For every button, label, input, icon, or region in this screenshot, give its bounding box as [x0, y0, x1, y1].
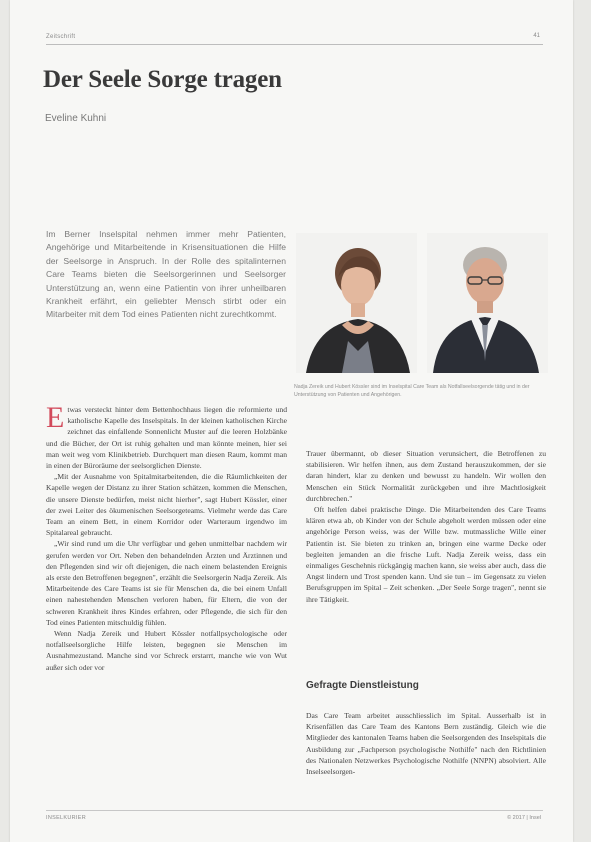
body-paragraph: „Wir sind rund um die Uhr verfügbar und gehen unmittelbar nachdem wir gerufen werden vor Ort. Neben den behandelnden Ärzten und Ärztinnen und den Pflegenden sind wir oft diejenigen, die nach einem belastenden Ereignis als erste den Betroffenen begegnen", erzählt die Seelsorgerin Nadja Zereik. Als Mitarbeitende des Care Teams ist sie für Menschen da, die bei einem Unfall einen nahestehenden Menschen verloren haben, für Eltern, die von der schweren Krankheit ihres Kindes erfahren, oder Pflegende, die sich für den Tod eines Patienten mitschuldig fühlen. [46, 539, 287, 627]
article-title: Der Seele Sorge tragen [43, 66, 282, 93]
footer-rule [46, 810, 543, 811]
section-subhead: Gefragte Dienstleistung [306, 680, 419, 691]
portrait-woman-image [296, 233, 417, 373]
magazine-page [10, 0, 573, 842]
photo-caption: Nadja Zereik und Hubert Kössler sind im Inselspital Care Team als Notfallseelsorgende tätig und in der Unterstützung von Patienten und Angehörigen. [294, 384, 530, 398]
portrait-man-image [427, 233, 548, 373]
footer-copyright: © 2017 | Insel [507, 815, 541, 821]
dropcap: E [46, 401, 65, 434]
photo-row [296, 233, 548, 373]
body-column-2-bottom [306, 710, 546, 777]
header-rule [46, 44, 543, 45]
header-page-number: 41 [533, 33, 540, 39]
body-paragraph: Trauer übermannt, ob dieser Situation verunsichert, die Betroffenen zu stabilisieren. Wir helfen ihnen, aus dem Zustand herauszukommen, der sie daran hindert, klar zu denken und bewusst zu handeln. Wir wollen den Menschen ein Stück Normalität zurückgeben und ihre Machtlosigkeit durchbrechen." [306, 449, 546, 503]
body-column-2-top [306, 448, 546, 605]
footer-publication: INSELKURIER [46, 815, 86, 821]
portrait-photo-woman [296, 233, 417, 373]
body-paragraph: Das Care Team arbeitet ausschliesslich im Spital. Ausserhalb ist in Krisenfällen das Care Team des Kantons Bern zuständig. Gleich wie die Mitglieder des kantonalen Teams haben die Seelsorgenden des Inselspitals die Ausbildung zur „Fachperson psychologische Nothilfe" nach den Richtlinien des Nationalen Netzwerkes Psychologische Nothilfe (NNPN) absolviert. Alle Inselseelsorgen- [306, 711, 546, 777]
article-author: Eveline Kuhni [45, 113, 107, 124]
body-column-1 [46, 401, 287, 673]
body-paragraph: „Mit der Ausnahme von Spitalmitarbeitenden, die die Räumlichkeiten der Kapelle wegen der Distanz zu ihrer Station schätzen, kommen die Menschen, die unsere Dienste bedürfen, meist nicht hierher", sagt Hubert Kössler, einer der zwei Leiter des ökumenischen Seelsorgeteams. Vielmehr werde das Care Team an einem Bett, in einem Korridor oder Warteraum irgendwo im Spitalareal gebraucht. [46, 472, 287, 538]
header-section: Zeitschrift [46, 34, 76, 40]
article-lead: Im Berner Inselspital nehmen immer mehr Patienten, Angehörige und Mitarbeitende in Krisensituationen die Hilfe der Seelsorge in Anspruch. In der Rolle des spitalinternen Care Teams bieten die Seelsorgerinnen und Seelsorger Unterstützung an, wenn eine Patientin von ihrer unheilbaren Krankheit erfährt, ein geliebter Mensch stirbt oder ein Mitarbeiter mit dem Tod eines Patienten nicht zurechtkommt. [46, 229, 286, 320]
body-paragraph: Etwas versteckt hinter dem Bettenhochhaus liegen die reformierte und katholische Kapelle des Inselspitals. In der kleinen katholischen Kirche zeichnet das einfallende Sonnenlicht Muster auf die leeren Holzbänke und die Bücher, der Ort ist ruhig gehalten und man könnte meinen, hier sei man weit weg vom Klinikbetrieb. Durchquert man diesen Raum, kommt man in einen der Büroräume der seelsorglichen Dienste. [46, 401, 287, 471]
body-paragraph: Wenn Nadja Zereik und Hubert Kössler notfallpsychologische oder notfallseelsorgliche Hilfe leisten, begegnen sie Menschen im Ausnahmezustand. Manche sind vor Schreck erstarrt, manche wie von Wut außer sich oder vor [46, 629, 287, 672]
portrait-photo-man [427, 233, 548, 373]
body-paragraph: Oft helfen dabei praktische Dinge. Die Mitarbeitenden des Care Teams klären etwa ab, ob Kinder von der Schule abgeholt werden müssen oder eine angehörige Person weiss, was der Wille bzw. mutmassliche Wille einer Patientin ist. Sie bieten zu trinken an, bringen eine warme Decke oder begleiten jemanden an die frische Luft. Nadja Zereik weiss, dass ein einmaliges Geschehnis rückgängig machen kann, sie weiss aber auch, dass die Angst lindern und Trost spenden kann. Und sie tun – im Gegensatz zu vielen Berufsgruppen im Spital – Zeit schenken. „Der Seele Sorge tragen", nennt sie ihre Tätigkeit. [306, 505, 546, 604]
